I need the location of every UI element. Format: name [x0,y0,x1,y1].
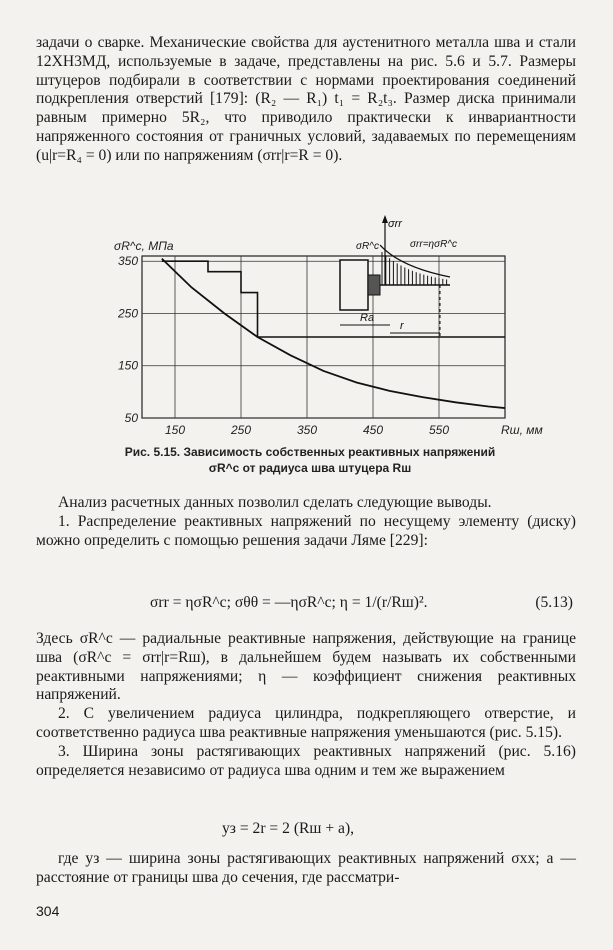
x-tick-label: 350 [296,423,318,437]
inset-disk [340,260,368,310]
formula-yz-text: yз = 2r = 2 (Rш + a), [222,820,355,837]
x-tick-label: 450 [362,423,384,437]
caption-label: Рис. 5.15. [124,445,181,459]
x-axis-label: Rш, мм [501,423,543,437]
chart-area [114,215,543,437]
y-tick-label: 350 [117,254,138,269]
inset-label-sigma-rr: σrr [388,218,402,230]
x-tick-label: 150 [164,423,186,437]
figure-caption [110,444,510,476]
inset-label-ra: Rа [360,312,375,324]
formula-5-13-number: (5.13) [535,594,573,611]
y-tick-label: 50 [124,411,138,425]
inset-curve [380,245,450,277]
caption-text: Зависимость собственных реактивных напряжений σR^c от радиуса шва штуцера Rш [183,445,496,475]
y-tick-label: 150 [117,358,138,373]
page-number: 304 [36,903,60,919]
body-block-1 [36,494,576,550]
paragraph-item-1: 1. Распределение реактивных напряжений по несущему элементу (диску) можно определить с помощью решения задачи Ляме [229]: [36,512,576,549]
curve-line [162,259,505,408]
paragraph-conclusions: Анализ расчетных данных позволил сделать следующие выводы. [58,494,492,511]
paragraph-item-2: 2. С увеличением радиуса цилиндра, подкрепляющего отверстие, и соответственно радиуса шва реактивные напряжения уменьшаются (рис. 5.15). [36,705,576,741]
x-tick-label: 550 [428,423,450,437]
formula-5-13-text: σrr = ησR^c; σθθ = —ησR^c; η = 1/(r/Rш)². [150,594,428,611]
x-tick-label: 250 [230,423,252,437]
inset-weld [368,275,380,295]
plot-frame [142,256,505,418]
body-block-2 [36,630,576,780]
inset-label-eta: σrr=ησR^c [410,239,458,250]
paragraph-intro-text: задачи о сварке. Механические свойства для аустенитного металла шва и стали 12ХН3МД, используемые в задаче, представлены на рис. 5.6 и 5.7. Размеры штуцеров подбирали в соответствии с нормами проектирования соединений подкрепления отверстий [179]: (R₂ — R₁) t₁ = R₂t₃. Размер диска принимали равным примерно 5R₂, что приводило практически к инвариантности напряженного состояния от граничных условий, задаваемых по перемещениям (u|r=R₄ = 0) или по напряжениям (σrr|r=R = 0). [36,34,576,164]
inset-label-sigma-r: σR^c [356,241,379,252]
y-tick-label: 250 [117,306,138,321]
paragraph-yz-definition: где yз — ширина зоны растягивающих реактивных напряжений σxx; a — расстояние от границы шва до сечения, где рассматри- [36,850,576,886]
paragraph-item-3: 3. Ширина зоны растягивающих реактивных напряжений (рис. 5.16) определяется независимо от радиуса шва одним и тем же выражением [36,742,576,779]
body-block-3 [36,850,576,888]
paragraph-intro [36,34,576,166]
y-axis-label: σR^c, МПа [114,239,174,253]
paragraph-definition: Здесь σR^c — радиальные реактивные напряжения, действующие на границе шва (σR^c = σrr|r=Rш), в дальнейшем будем называть их собственными реактивными напряжениями; η — коэффициент снижения реактивных напряжений. [36,630,576,704]
step-outline [162,261,505,337]
inset-label-r: r [400,320,404,332]
inset-arrowhead [382,215,388,223]
